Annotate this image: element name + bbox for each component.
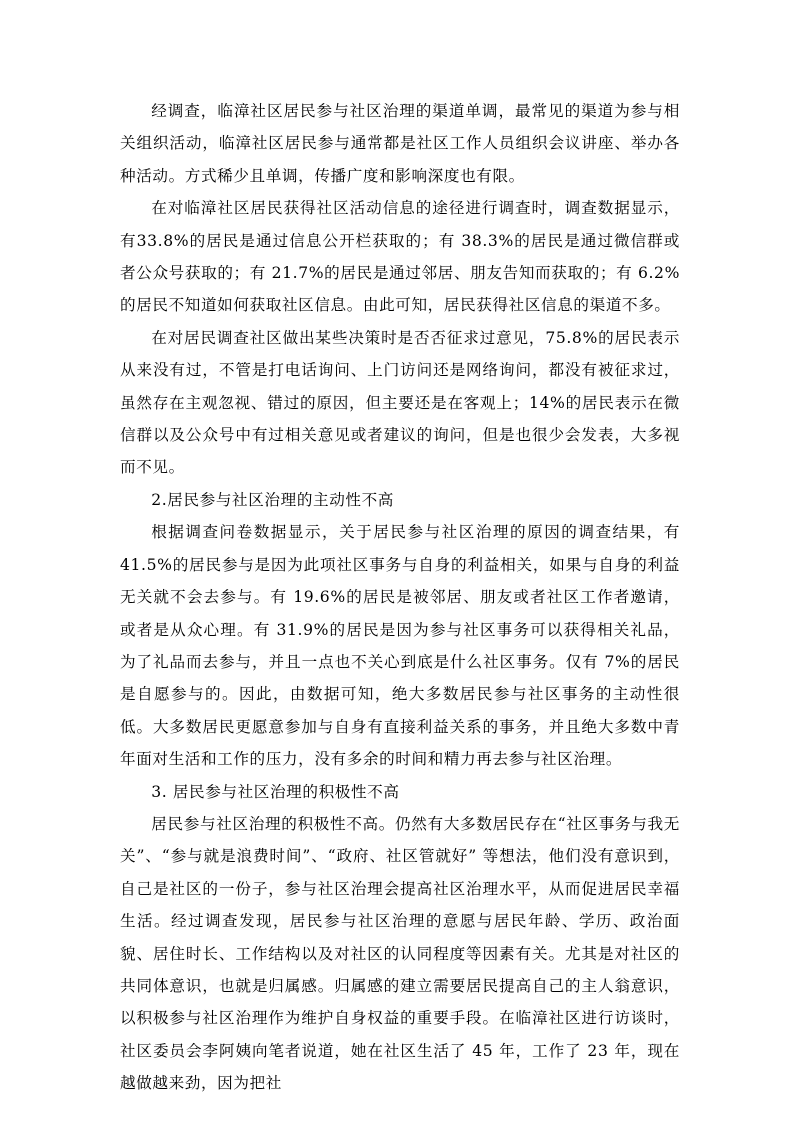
paragraph-information-sources: 在对临漳社区居民获得社区活动信息的途径进行调查时，调查数据显示，有33.8%的居民是通过信息公开栏获取的；有 38.3%的居民是通过微信群或者公众号获取的；有 21.7%的居民是通过邻居、朋友告知而获取的；有 6.2%的居民不知道如何获取社区信息。由此可知，居民获得社区信息的渠道不多。 bbox=[120, 199, 680, 315]
paragraph-opinion-solicitation: 在对居民调查社区做出某些决策时是否否征求过意见，75.8%的居民表示从来没有过，不管是打电话询问、上门访问还是网络询问，都没有被征求过，虽然存在主观忽视、错过的原因，但主要还是在客观上；14%的居民表示在微信群以及公众号中有过相关意见或者建议的询问，但是也很少会发表，大多视而不见。 bbox=[120, 328, 680, 477]
paragraph-participation-reasons: 根据调查问卷数据显示，关于居民参与社区治理的原因的调查结果，有41.5%的居民参与是因为此项社区事务与自身的利益相关，如果与自身的利益无关就不会去参与。有 19.6%的居民是被邻居、朋友或者社区工作者邀请，或者是从众心理。有 31.9%的居民是因为参与社区事务可以获得相关礼品，为了礼品而去参与，并且一点也不关心到底是什么社区事务。仅有 7%的居民是自愿参与的。因此，由数据可知，绝大多数居民参与社区事务的主动性很低。大多数居民更愿意参加与自身有直接利益关系的事务，并且绝大多数中青年面对生活和工作的压力，没有多余的时间和精力再去参与社区治理。 bbox=[120, 523, 680, 769]
paragraph-enthusiasm: 居民参与社区治理的积极性不高。仍然有大多数居民存在“社区事务与我无关”、“参与就是浪费时间”、“政府、社区管就好” 等想法，他们没有意识到，自己是社区的一份子，参与社区治理会提高社区治理水平，从而促进居民幸福生活。经过调查发现，居民参与社区治理的意愿与居民年龄、学历、政治面貌、居住时长、工作结构以及对社区的认同程度等因素有关。尤其是对社区的共同体意识，也就是归属感。归属感的建立需要居民提高自己的主人翁意识，以积极参与社区治理作为维护自身权益的重要手段。在临漳社区进行访谈时，社区委员会李阿姨向笔者说道，她在社区生活了 45 年，工作了 23 年，现在越做越来劲，因为把社 bbox=[120, 814, 680, 1093]
document-body bbox=[120, 95, 680, 1100]
section-heading-initiative: 2.居民参与社区治理的主动性不高 bbox=[151, 490, 394, 509]
section-heading-enthusiasm: 3. 居民参与社区治理的积极性不高 bbox=[151, 782, 400, 801]
paragraph-participation-channels: 经调查，临漳社区居民参与社区治理的渠道单调，最常见的渠道为参与相关组织活动，临漳社区居民参与通常都是社区工作人员组织会议讲座、举办各种活动。方式稀少且单调，传播广度和影响深度也有限。 bbox=[120, 102, 680, 185]
